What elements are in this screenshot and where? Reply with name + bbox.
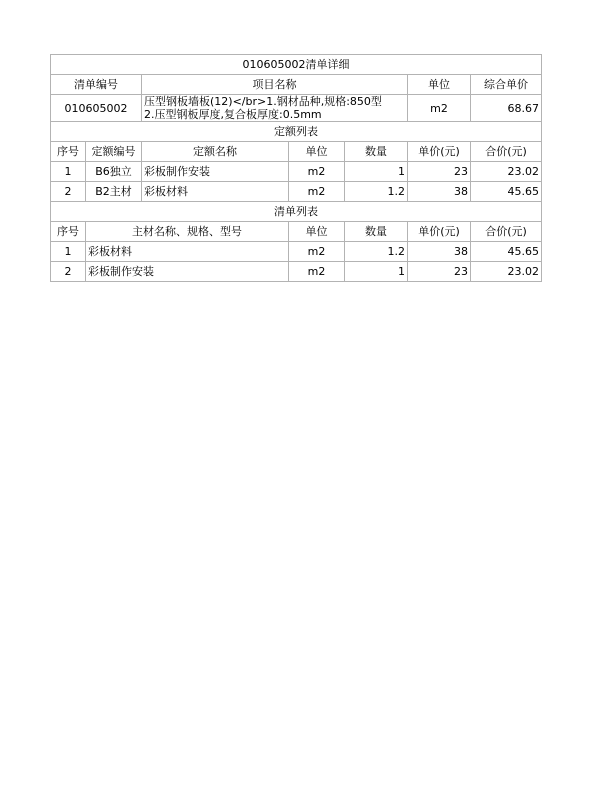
- quota-code: B2主材: [86, 182, 142, 202]
- quota-row: [51, 162, 542, 182]
- quota-unit: m2: [289, 162, 345, 182]
- bill-row: [51, 95, 542, 122]
- material-unit: m2: [289, 242, 345, 262]
- quota-qty: 1: [345, 162, 408, 182]
- quota-unit-price-header: 单价(元): [408, 142, 471, 162]
- quota-name-header: 定额名称: [142, 142, 289, 162]
- materials-section-title: 清单列表: [51, 202, 542, 222]
- quota-unit-price: 23: [408, 162, 471, 182]
- material-unit: m2: [289, 262, 345, 282]
- material-unit-price: 23: [408, 262, 471, 282]
- material-seq: 2: [51, 262, 86, 282]
- materials-section-row: [51, 202, 542, 222]
- quota-name: 彩板材料: [142, 182, 289, 202]
- bill-price: 68.67: [471, 95, 542, 122]
- material-unit-header: 单位: [289, 222, 345, 242]
- bill-name: [142, 95, 408, 122]
- material-name: 彩板材料: [86, 242, 289, 262]
- bill-name-line-2: 2.压型钢板厚度,复合板厚度:0.5mm: [144, 108, 322, 121]
- quota-section-title: 定额列表: [51, 122, 542, 142]
- quota-total: 45.65: [471, 182, 542, 202]
- materials-header-row: [51, 222, 542, 242]
- bill-unit: m2: [408, 95, 471, 122]
- bill-header-row: [51, 75, 542, 95]
- bill-code: 010605002: [51, 95, 142, 122]
- material-total: 45.65: [471, 242, 542, 262]
- material-qty-header: 数量: [345, 222, 408, 242]
- quota-unit: m2: [289, 182, 345, 202]
- material-seq-header: 序号: [51, 222, 86, 242]
- quota-name: 彩板制作安装: [142, 162, 289, 182]
- quota-section-row: [51, 122, 542, 142]
- material-name: 彩板制作安装: [86, 262, 289, 282]
- material-unit-price-header: 单价(元): [408, 222, 471, 242]
- material-row: [51, 242, 542, 262]
- quota-qty: 1.2: [345, 182, 408, 202]
- quota-seq: 2: [51, 182, 86, 202]
- material-seq: 1: [51, 242, 86, 262]
- quota-unit-price: 38: [408, 182, 471, 202]
- quota-seq: 1: [51, 162, 86, 182]
- quota-code-header: 定额编号: [86, 142, 142, 162]
- bill-price-header: 综合单价: [471, 75, 542, 95]
- quota-total-header: 合价(元): [471, 142, 542, 162]
- quota-code: B6独立: [86, 162, 142, 182]
- material-qty: 1: [345, 262, 408, 282]
- bill-detail-table: [50, 54, 542, 282]
- material-name-header: 主材名称、规格、型号: [86, 222, 289, 242]
- quota-unit-header: 单位: [289, 142, 345, 162]
- material-total: 23.02: [471, 262, 542, 282]
- quota-header-row: [51, 142, 542, 162]
- quota-total: 23.02: [471, 162, 542, 182]
- material-qty: 1.2: [345, 242, 408, 262]
- quota-seq-header: 序号: [51, 142, 86, 162]
- quota-qty-header: 数量: [345, 142, 408, 162]
- quota-row: [51, 182, 542, 202]
- bill-name-line-1: 压型钢板墙板(12)</br>1.钢材品种,规格:850型: [144, 95, 382, 108]
- material-unit-price: 38: [408, 242, 471, 262]
- table-title: 010605002清单详细: [51, 55, 542, 75]
- material-row: [51, 262, 542, 282]
- bill-code-header: 清单编号: [51, 75, 142, 95]
- bill-name-header: 项目名称: [142, 75, 408, 95]
- material-total-header: 合价(元): [471, 222, 542, 242]
- bill-unit-header: 单位: [408, 75, 471, 95]
- title-row: [51, 55, 542, 75]
